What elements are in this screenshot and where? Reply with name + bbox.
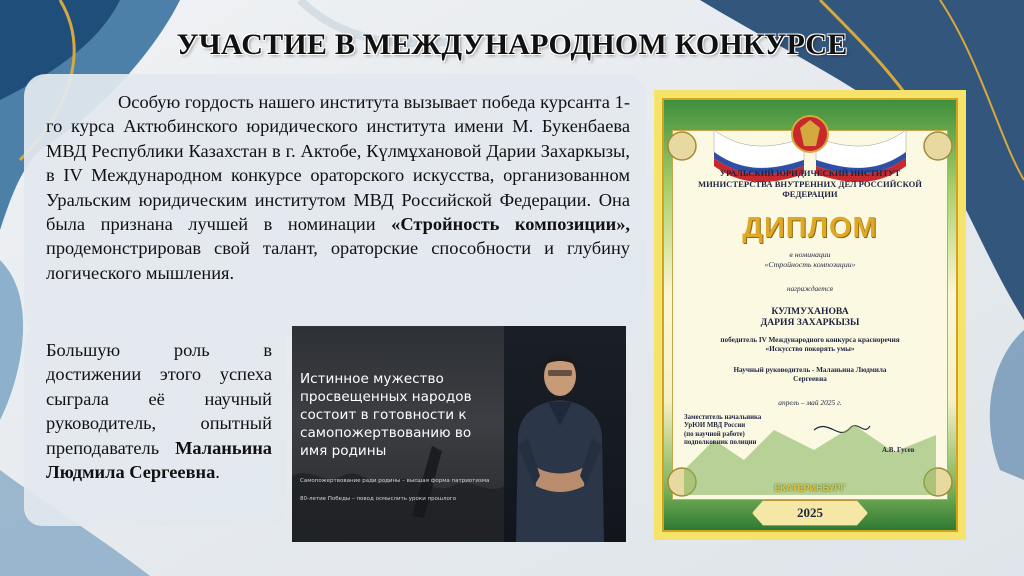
diploma-winner bbox=[654, 336, 966, 354]
diploma-year: 2025 bbox=[797, 505, 823, 520]
diploma-date: апрель – май 2025 г. bbox=[778, 398, 842, 407]
diploma-supervisor bbox=[654, 366, 966, 384]
side-paragraph bbox=[46, 338, 272, 484]
cadet-figure-image bbox=[504, 326, 626, 542]
diploma-institute: УРАЛЬСКИЙ ЮРИДИЧЕСКИЙ ИНСТИТУТ МИНИСТЕРСТВА ВНУТРЕННИХ ДЕЛ РОССИЙСКОЙ ФЕДЕРАЦИИ bbox=[698, 168, 922, 199]
diploma-name-line1: КУЛМУХАНОВА bbox=[771, 306, 849, 317]
diploma-winner-line1: победитель IV Международного конкурса красноречия bbox=[720, 336, 900, 344]
diploma-awarded: награждается bbox=[787, 285, 833, 293]
photo-caption-1: Самопожертвование ради родины – высшая форма патриотизма bbox=[300, 478, 490, 484]
nomination-text: «Стройность композиции», bbox=[391, 214, 630, 235]
diploma-nomination-line2: «Стройность композиции» bbox=[764, 259, 856, 269]
photo-quote: Истинное мужество просвещенных народов состоит в готовности к самопожертвованию во имя родины bbox=[300, 371, 472, 459]
diploma-recipient bbox=[654, 306, 966, 328]
diploma-signer-title-3: (по научной работе) bbox=[684, 430, 745, 438]
diploma-signer-title-1: Заместитель начальника bbox=[684, 414, 762, 421]
diploma-heading: ДИПЛОМ bbox=[742, 212, 878, 244]
diploma-winner-line2: «Искусство покорять умы» bbox=[765, 345, 855, 353]
main-text-part2: продемонстрировав свой талант, ораторские способности и глубину логического мышления. bbox=[46, 238, 630, 283]
main-text-panel bbox=[24, 74, 646, 336]
diploma-signer-title bbox=[684, 414, 794, 447]
diploma-signer-title-4: подполковник полиции bbox=[684, 438, 757, 446]
video-still-photo bbox=[292, 326, 626, 542]
diploma-image bbox=[654, 90, 966, 540]
photo-background-left bbox=[292, 326, 504, 542]
diploma-name-line2: ДАРИЯ ЗАХАРКЫЗЫ bbox=[760, 317, 860, 328]
side-text-part2: . bbox=[215, 462, 220, 483]
diploma-signer-title-2: УрЮИ МВД России bbox=[684, 422, 746, 430]
diploma-nomination bbox=[654, 250, 966, 269]
diploma-city: ЕКАТЕРИНБУРГ bbox=[774, 483, 846, 493]
photo-caption-2: 80-летие Победы – повод осмыслить уроки прошлого bbox=[300, 496, 457, 502]
side-text-part1: Большую роль в достижении этого успеха сыграла её научный руководитель, опытный преподаватель bbox=[46, 340, 272, 458]
diploma-supervisor-line2: Сергеевна bbox=[793, 375, 827, 383]
side-text-panel bbox=[24, 326, 286, 526]
supervisor-name: Маланьина Людмила Сергеевна bbox=[46, 437, 272, 483]
slide-title: УЧАСТИЕ В МЕЖДУНАРОДНОМ КОНКУРСЕ bbox=[176, 28, 848, 61]
diploma-nomination-line1: в номинации bbox=[789, 250, 831, 259]
diploma-signer-name: А.В. Гусев bbox=[882, 446, 915, 454]
main-paragraph bbox=[46, 90, 630, 285]
diploma-supervisor-line1: Научный руководитель - Маланьина Людмила bbox=[733, 366, 887, 374]
main-text-part1: Особую гордость нашего института вызывает победа курсанта 1-го курса Актюбинского юридического института имени М. Букенбаева МВД Республики Казахстан в г. Актобе, Күлмұхановой Дарии Захаркызы, в IV Международном конкурсе ораторского искусства, организованном Уральским юридическим институтом МВД Российской Федерации. Она была признана лучшей в номинации bbox=[46, 92, 630, 235]
